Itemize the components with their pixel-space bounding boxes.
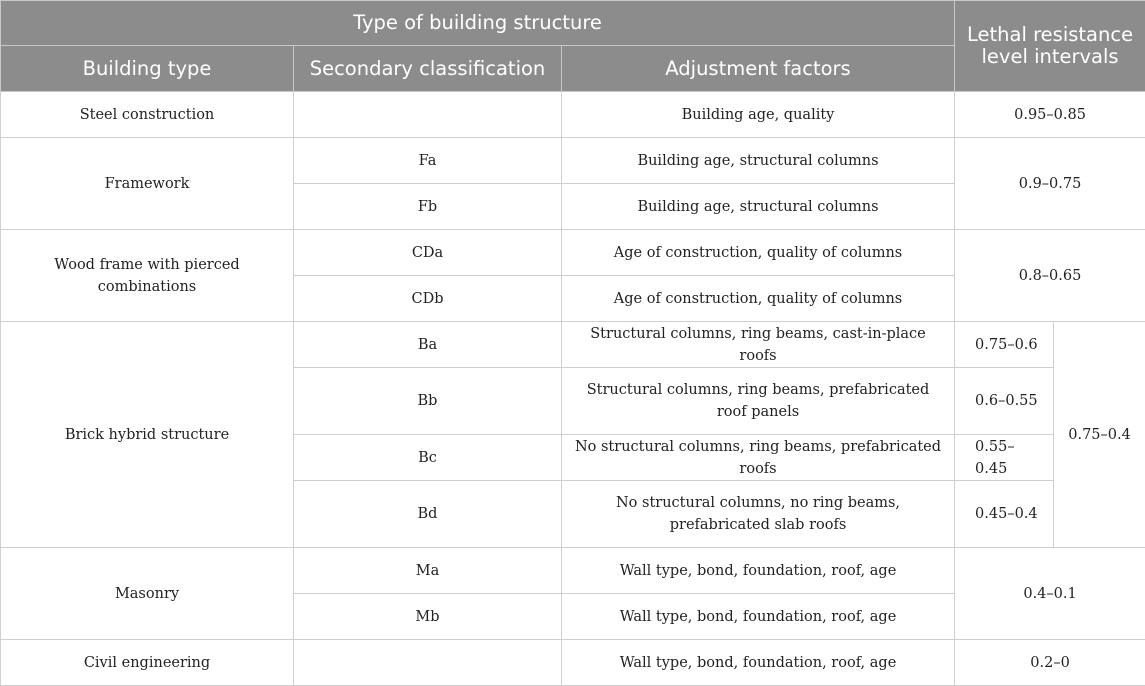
header-building-type: Building type [1,46,294,92]
adjustment-factors-cell: No structural columns, ring beams, prefabricated roofs [562,435,955,481]
lethal-interval-cell: 0.9–0.75 [955,138,1145,230]
secondary-classification-cell: Bc [294,435,562,481]
table-row [1,138,1145,184]
sub-interval-cell: 0.6–0.55 [955,368,1054,435]
adjustment-factors-cell: Wall type, bond, foundation, roof, age [562,548,955,594]
overall-interval-cell: 0.75–0.4 [1054,322,1145,548]
building-type-cell: Masonry [1,548,294,640]
secondary-classification-cell: Bd [294,481,562,548]
secondary-classification-cell: CDb [294,276,562,322]
adjustment-factors-cell: Age of construction, quality of columns [562,276,955,322]
table-row [1,322,1145,368]
secondary-classification-cell: Bb [294,368,562,435]
adjustment-factors-cell: Structural columns, ring beams, cast-in-place roofs [562,322,955,368]
adjustment-factors-cell: Age of construction, quality of columns [562,230,955,276]
secondary-classification-cell: Fb [294,184,562,230]
sub-interval-cell: 0.75–0.6 [955,322,1054,368]
sub-interval-cell: 0.45–0.4 [955,481,1054,548]
table-row [1,92,1145,138]
secondary-classification-cell: Mb [294,594,562,640]
header-secondary-classification: Secondary classification [294,46,562,92]
header-adjustment-factors: Adjustment factors [562,46,955,92]
building-type-cell: Brick hybrid structure [1,322,294,548]
adjustment-factors-cell: Wall type, bond, foundation, roof, age [562,640,955,686]
building-type-cell: Civil engineering [1,640,294,686]
lethal-interval-cell: 0.8–0.65 [955,230,1145,322]
lethal-interval-cell: 0.2–0 [955,640,1145,686]
adjustment-factors-cell: Building age, structural columns [562,138,955,184]
secondary-classification-cell: Ma [294,548,562,594]
building-type-cell: Framework [1,138,294,230]
secondary-classification-cell: CDa [294,230,562,276]
header-lethal-resistance: Lethal resistance level intervals [955,1,1145,92]
adjustment-factors-cell: Building age, quality [562,92,955,138]
adjustment-factors-cell: Building age, structural columns [562,184,955,230]
table-row [1,548,1145,594]
lethal-interval-cell: 0.4–0.1 [955,548,1145,640]
lethal-interval-cell: 0.95–0.85 [955,92,1145,138]
adjustment-factors-cell: No structural columns, no ring beams, prefabricated slab roofs [562,481,955,548]
header-group-title: Type of building structure [1,1,955,46]
adjustment-factors-cell: Structural columns, ring beams, prefabricated roof panels [562,368,955,435]
table-row [1,640,1145,686]
secondary-classification-cell [294,92,562,138]
adjustment-factors-cell: Wall type, bond, foundation, roof, age [562,594,955,640]
building-type-cell: Steel construction [1,92,294,138]
secondary-classification-cell: Fa [294,138,562,184]
sub-interval-cell: 0.55–0.45 [955,435,1054,481]
building-type-cell: Wood frame with pierced combinations [1,230,294,322]
secondary-classification-cell: Ba [294,322,562,368]
table-row [1,230,1145,276]
secondary-classification-cell [294,640,562,686]
